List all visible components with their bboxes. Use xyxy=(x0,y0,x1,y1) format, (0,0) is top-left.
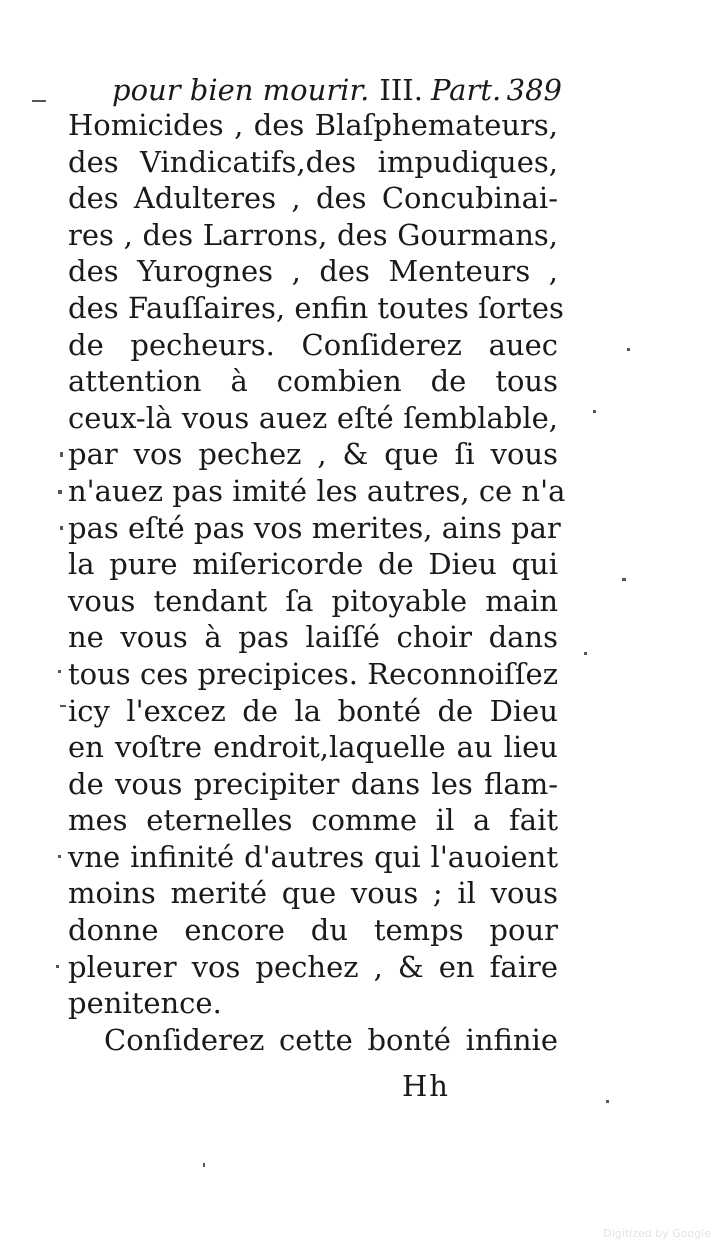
margin-speck xyxy=(203,1163,205,1167)
text-line: moins merité que vous ; il vous xyxy=(68,876,558,911)
text-line: en voſtre endroit,laquelle au lieu xyxy=(68,730,558,765)
margin-speck xyxy=(56,965,59,968)
margin-speck xyxy=(622,578,626,581)
watermark: Digitized by Google xyxy=(603,1227,711,1240)
page-number: 389 xyxy=(506,73,562,107)
margin-speck xyxy=(584,652,587,655)
text-line: des Fauſſaires, enfin toutes ſortes xyxy=(68,290,564,325)
text-line: vne infinité d'autres qui l'auoient xyxy=(68,839,558,874)
text-line: donne encore du temps pour xyxy=(68,913,558,948)
margin-speck xyxy=(593,410,596,413)
margin-speck xyxy=(60,526,63,530)
text-line: de vous precipiter dans les flam- xyxy=(68,766,558,801)
margin-speck xyxy=(58,670,61,673)
text-line: tous ces precipices. Reconnoiſſez xyxy=(68,656,558,691)
text-line: icy l'excez de la bonté de Dieu xyxy=(68,693,558,728)
text-line: ceux-là vous auez eſté ſemblable, xyxy=(68,400,558,435)
signature-mark: Hh xyxy=(402,1069,450,1103)
running-head xyxy=(112,70,562,110)
text-line: des Vindicatifs,des impudiques, xyxy=(68,144,558,179)
text-line: penitence. xyxy=(68,986,222,1021)
text-line: mes eternelles comme il a fait xyxy=(68,803,558,838)
margin-speck xyxy=(58,490,62,494)
margin-speck xyxy=(58,855,61,858)
text-line: des Adulteres , des Concubinai- xyxy=(68,181,558,216)
text-line: pas eſté pas vos merites, ains par xyxy=(68,510,561,545)
text-line: ne vous à pas laiſſé choir dans xyxy=(68,620,558,655)
margin-speck xyxy=(627,348,630,351)
text-line: Conſiderez cette bonté infinie xyxy=(104,1022,558,1057)
running-head-title: pour bien mourir. xyxy=(112,73,370,107)
margin-speck xyxy=(60,705,66,707)
text-line: attention à combien de tous xyxy=(68,364,558,399)
text-line: Homicides , des Blaſphemateurs, xyxy=(68,108,558,142)
text-line: vous tendant ſa pitoyable main xyxy=(68,583,558,618)
text-line: res , des Larrons, des Gourmans, xyxy=(68,217,558,252)
body-text xyxy=(68,107,566,1058)
running-head-part-label: Part. xyxy=(430,73,502,107)
margin-speck xyxy=(60,452,63,457)
text-line: par vos pechez , & que ſi vous xyxy=(68,437,558,472)
text-line: pleurer vos pechez , & en faire xyxy=(68,949,558,984)
text-line: n'auez pas imité les autres, ce n'a xyxy=(68,473,566,508)
margin-speck xyxy=(606,1100,609,1103)
margin-speck xyxy=(32,100,46,102)
running-head-part: III. xyxy=(379,73,423,107)
text-line: de pecheurs. Conſiderez auec xyxy=(68,327,558,362)
text-line: des Yurognes , des Menteurs , xyxy=(68,254,558,289)
text-line: la pure miſericorde de Dieu qui xyxy=(68,547,558,582)
